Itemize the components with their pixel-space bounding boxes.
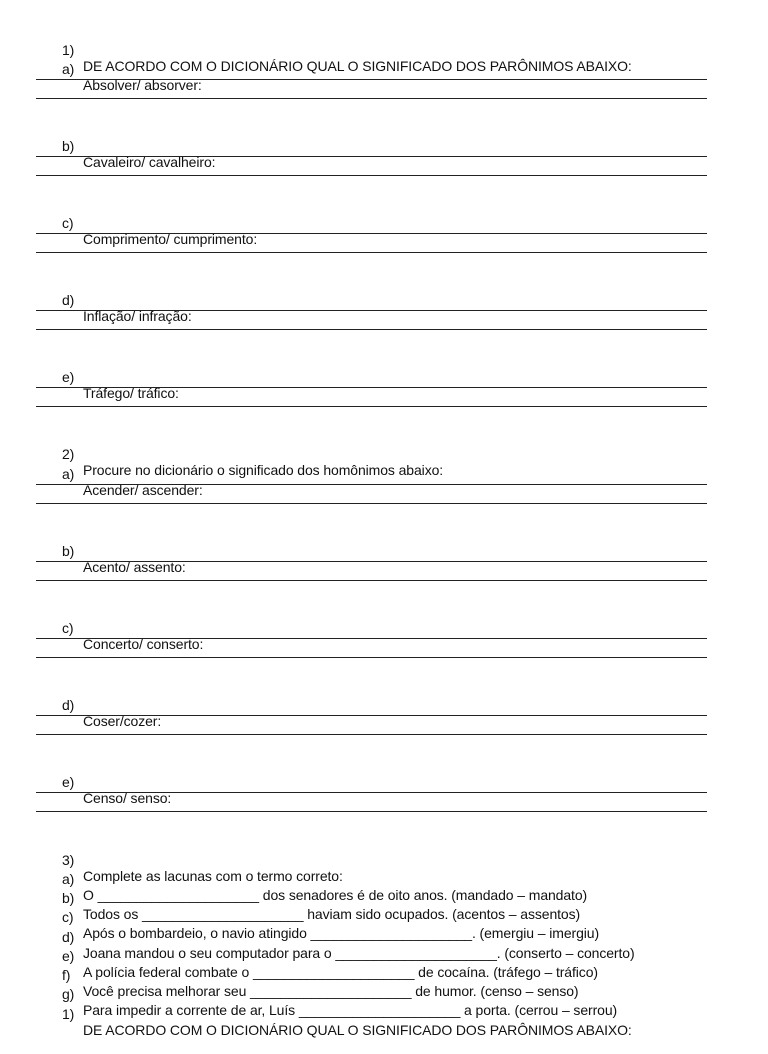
item-letter: f) <box>62 967 71 983</box>
answer-line[interactable] <box>36 387 707 388</box>
item-text: Você precisa melhorar seu _____________________ de humor. (censo – senso) <box>83 983 579 999</box>
item-text: Concerto/ conserto: <box>83 636 204 652</box>
item-text: O _____________________ dos senadores é de oito anos. (mandado – mandato) <box>83 887 588 903</box>
item-letter: a) <box>62 871 75 887</box>
answer-line[interactable] <box>36 657 707 658</box>
answer-line[interactable] <box>36 310 707 311</box>
answer-line[interactable] <box>36 79 707 80</box>
item-letter: d) <box>62 929 75 945</box>
item-text: Todos os _____________________ haviam sido ocupados. (acentos – assentos) <box>83 906 581 922</box>
item-letter: a) <box>62 466 75 482</box>
item-letter: d) <box>62 697 75 713</box>
answer-line[interactable] <box>36 252 707 253</box>
answer-line[interactable] <box>36 406 707 407</box>
question-number: 1) <box>62 42 75 58</box>
item-label <box>0 276 192 340</box>
answer-line[interactable] <box>36 715 707 716</box>
item-letter: c) <box>62 215 74 231</box>
item-letter: b) <box>62 138 75 154</box>
answer-line[interactable] <box>36 561 707 562</box>
answer-line[interactable] <box>36 98 707 99</box>
answer-line[interactable] <box>36 503 707 504</box>
item-text: Cavaleiro/ cavalheiro: <box>83 154 216 170</box>
item-text: Acender/ ascender: <box>83 482 203 498</box>
answer-line[interactable] <box>36 175 707 176</box>
question-prompt: DE ACORDO COM O DICIONÁRIO QUAL O SIGNIFICADO DOS PARÔNIMOS ABAIXO: <box>83 58 632 74</box>
item-letter: b) <box>62 543 75 559</box>
answer-line[interactable] <box>36 638 707 639</box>
item-text: Inflação/ infração: <box>83 308 192 324</box>
item-letter: e) <box>62 369 75 385</box>
answer-line[interactable] <box>36 484 707 485</box>
question-prompt: Complete as lacunas com o termo correto: <box>83 868 343 884</box>
question-number: 1) <box>62 1006 75 1022</box>
item-text: Censo/ senso: <box>83 790 172 806</box>
item-label <box>0 450 203 514</box>
answer-line[interactable] <box>36 792 707 793</box>
item-text: Joana mandou o seu computador para o _____________________. (conserto – concerto) <box>83 945 635 961</box>
item-letter: c) <box>62 620 74 636</box>
item-text: Tráfego/ tráfico: <box>83 385 179 401</box>
item-text: Após o bombardeio, o navio atingido _____________________. (emergiu – imergiu) <box>83 925 600 941</box>
item-label <box>0 527 186 591</box>
answer-line[interactable] <box>36 329 707 330</box>
item-label <box>0 122 216 186</box>
answer-line[interactable] <box>36 233 707 234</box>
answer-line[interactable] <box>36 580 707 581</box>
item-letter: e) <box>62 774 75 790</box>
item-text: Para impedir a corrente de ar, Luís _____________________ a porta. (cerrou – serrou) <box>83 1002 618 1018</box>
question-prompt: Procure no dicionário o significado dos homônimos abaixo: <box>83 462 444 478</box>
item-text: A polícia federal combate o _____________________ de cocaína. (tráfego – tráfico) <box>83 964 598 980</box>
item-text: Acento/ assento: <box>83 559 186 575</box>
item-label <box>0 353 179 417</box>
item-label <box>0 604 204 668</box>
item-text: Absolver/ absorver: <box>83 77 202 93</box>
item-label <box>0 45 202 109</box>
item-letter: e) <box>62 948 75 964</box>
question-number: 2) <box>62 446 75 462</box>
answer-line[interactable] <box>36 156 707 157</box>
item-label <box>0 681 162 745</box>
item-label <box>0 199 258 263</box>
item-text: Coser/cozer: <box>83 713 162 729</box>
answer-line[interactable] <box>36 734 707 735</box>
question-prompt: DE ACORDO COM O DICIONÁRIO QUAL O SIGNIFICADO DOS PARÔNIMOS ABAIXO: <box>83 1022 632 1038</box>
item-letter: a) <box>62 61 75 77</box>
item-label <box>0 758 172 822</box>
item-letter: b) <box>62 890 75 906</box>
answer-line[interactable] <box>36 811 707 812</box>
item-letter: c) <box>62 909 74 925</box>
question-number: 3) <box>62 852 75 868</box>
item-text: Comprimento/ cumprimento: <box>83 231 258 247</box>
item-letter: d) <box>62 292 75 308</box>
item-letter: g) <box>62 986 75 1002</box>
